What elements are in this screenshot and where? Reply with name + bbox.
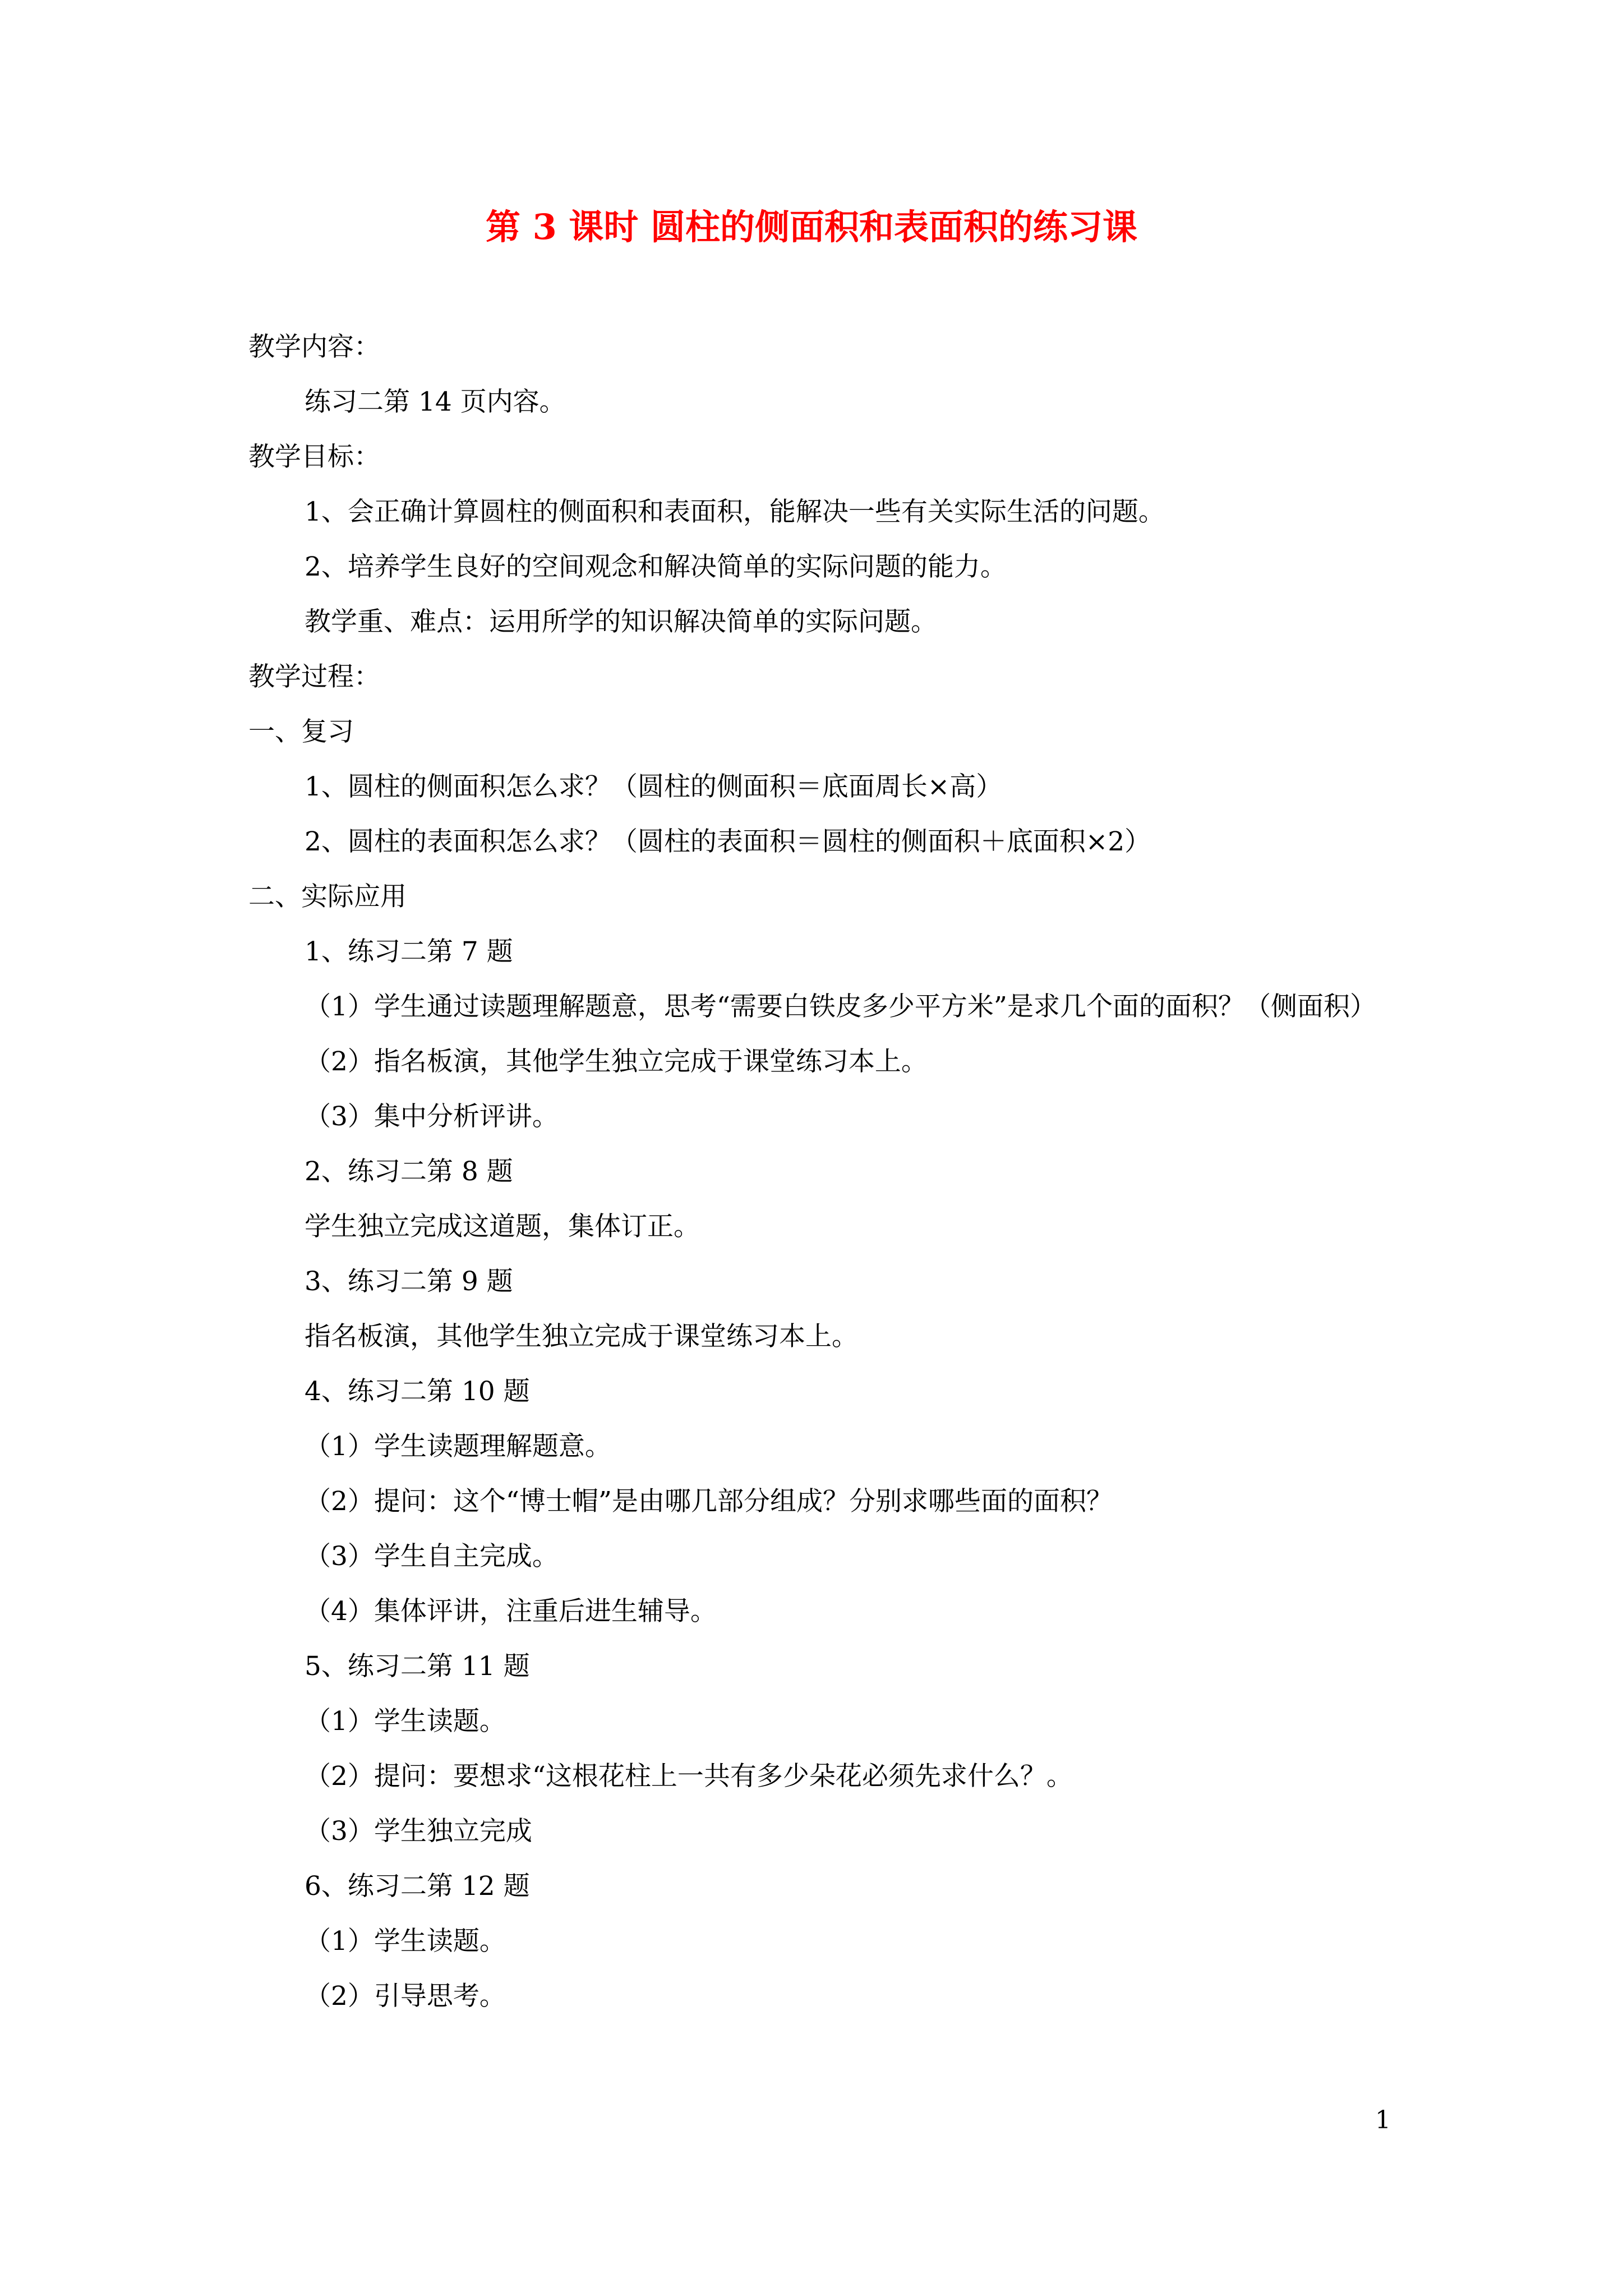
text-line: 1、练习二第 7 题 xyxy=(305,936,513,967)
text-line: 1、会正确计算圆柱的侧面积和表面积，能解决一些有关实际生活的问题。 xyxy=(305,496,1165,527)
text-line: 教学目标： xyxy=(248,441,380,472)
text-line: （1）学生读题。 xyxy=(305,1926,506,1957)
page-number: 1 xyxy=(1375,2106,1391,2134)
text-line: （2）引导思考。 xyxy=(305,1981,506,2012)
text-line: 教学重、难点：运用所学的知识解决简单的实际问题。 xyxy=(305,606,937,637)
text-line: （1）学生通过读题理解题意，思考“需要白铁皮多少平方米”是求几个面的面积？（侧面积） xyxy=(305,991,1376,1022)
text-line: （1）学生读题。 xyxy=(305,1706,506,1737)
text-line: 2、培养学生良好的空间观念和解决简单的实际问题的能力。 xyxy=(305,551,1007,582)
text-line: （1）学生读题理解题意。 xyxy=(305,1431,611,1462)
text-line: （3）学生独立完成 xyxy=(305,1816,532,1847)
text-line: （2）提问：要想求“这根花柱上一共有多少朵花必须先求什么？。 xyxy=(305,1761,1073,1792)
text-line: （3）集中分析评讲。 xyxy=(305,1101,559,1132)
text-line: 一、复习 xyxy=(248,716,354,747)
text-line: 指名板演，其他学生独立完成于课堂练习本上。 xyxy=(305,1321,858,1352)
text-line: 6、练习二第 12 题 xyxy=(305,1871,530,1902)
text-line: 3、练习二第 9 题 xyxy=(305,1266,513,1297)
document-body xyxy=(248,320,1393,2024)
text-line: 2、练习二第 8 题 xyxy=(305,1156,513,1187)
page-title: 第 3 课时 圆柱的侧面积和表面积的练习课 xyxy=(486,206,1137,247)
text-line: 二、实际应用 xyxy=(248,881,407,912)
text-line: 4、练习二第 10 题 xyxy=(305,1376,530,1407)
text-line: （4）集体评讲，注重后进生辅导。 xyxy=(305,1596,717,1627)
text-line: 教学内容： xyxy=(248,332,380,362)
text-line: 学生独立完成这道题，集体订正。 xyxy=(305,1211,700,1242)
text-line: （3）学生自主完成。 xyxy=(305,1541,559,1572)
text-line: 教学过程： xyxy=(248,661,380,692)
text-line: 练习二第 14 页内容。 xyxy=(305,386,566,417)
text-line: 5、练习二第 11 题 xyxy=(305,1651,530,1682)
text-line: （2）指名板演，其他学生独立完成于课堂练习本上。 xyxy=(305,1046,928,1077)
text-line: 2、圆柱的表面积怎么求？（圆柱的表面积＝圆柱的侧面积＋底面积×2） xyxy=(305,826,1151,857)
text-line: 1、圆柱的侧面积怎么求？（圆柱的侧面积＝底面周长×高） xyxy=(305,771,1003,802)
text-line: （2）提问：这个“博士帽”是由哪几部分组成？分别求哪些面的面积？ xyxy=(305,1486,1113,1517)
